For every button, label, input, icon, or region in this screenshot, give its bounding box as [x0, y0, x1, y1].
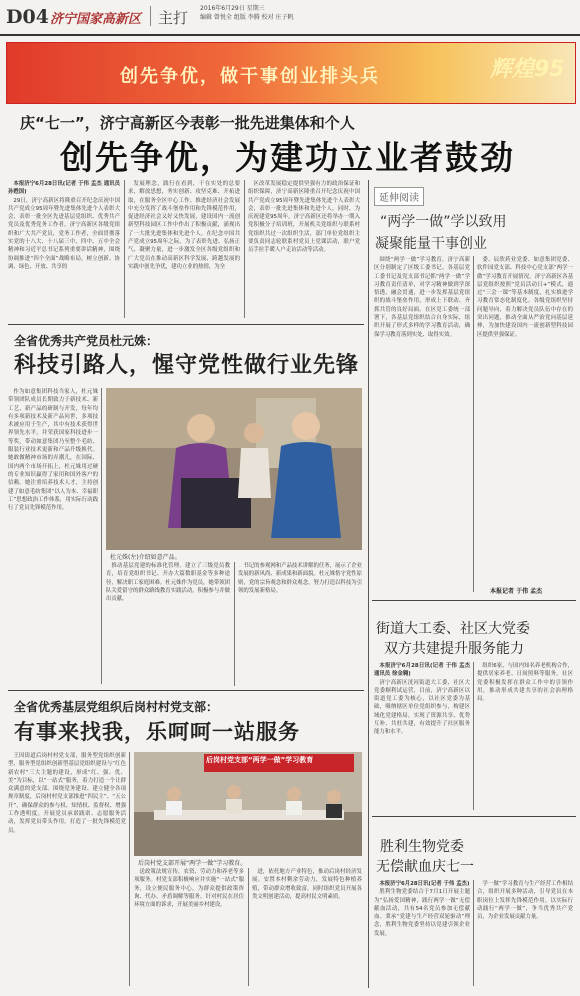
banner-emblem: 辉煌95: [490, 57, 565, 82]
lead-column-3: [248, 180, 360, 320]
story1-photo-illustration: [106, 388, 362, 550]
story2-column-3: [252, 868, 362, 988]
sidebar-title-line2: 凝聚能量干事创业: [375, 236, 487, 252]
story3-body2: 组织6家，与国内知名养老机构合作，提供居家养老、日间照料等服务。社区党委积极发挥在群众工作中的引领作用，推动形成共建共享的社会治理格局。: [477, 663, 573, 703]
story4-byline: 本报济宁6月28日讯(记者 于伟 孟杰): [379, 881, 470, 887]
story1-title: 科技引路人，惺守党性做行业先锋: [14, 353, 360, 378]
lead-col1-text: 29日，济宁高新区将隆重召开纪念庆祝中国共产党成立95周年暨先进集体先进个人表彰大会，表彰一批全区先进基层党组织、优秀共产党员及优秀党务工作者。济宁高新区各级党组织和广大共产党员，党务工作者，全面贯彻落实党的十八大、十八届三中、四中、五中全会精神和习近平总书记系列重要讲话精神，围绕协调推进“四个全面”战略布局，树立创新、协调、绿色、开放、共享的: [8, 197, 120, 270]
story2-col2-text: 送政策法规宣传，农资、劳动力和养老等多项服务。村党支部积极响应并实施“一站式”服务，设立便民服务中心，为群众提供政策咨询、代办、矛盾调解等服务。针对村民在居住环境方面的诉求，开展美丽乡村建设。: [134, 869, 244, 909]
story2-column-2: [134, 868, 244, 988]
story1-photo: [106, 388, 362, 550]
page-number: D04: [6, 6, 49, 28]
lead-col2-text: 发展理念，践行在看到，干在实处的总要求，解放思想，务实创新、攻坚克难、开拓进取，在服务全区中心工作、推进经济社会发展中充分发挥了战斗堡垒作用和先锋模范作用，促进经济社会又好又快发展，建设国内一流创新型科技园区工作中作出了积极贡献，涌现出了一大批先进集体和先进个人。在纪念中国共产党成立95周年之际，为了表彰先进、弘扬正气、凝聚力量，进一步激发全区各级党组织和广大党员在推动高新区科学发展、跨越发展的实践中创先争优，建功立业的热情，为全: [128, 181, 240, 270]
section-rule: [8, 324, 364, 325]
story3-column-2: [477, 662, 573, 812]
lead-col3-text: 区改革发展稳定提供坚强有力的政治保证和组织保障，济宁高新区隆重召开纪念庆祝中国共产党成立95周年暨先进集体先进个人表彰大会，表彰一批先进集体和先进个人。同时，为庆祝建党95周年，济宁高新区还将举办一期入党积极分子培训班，开展机关党组织与联系村党组织共过一次组织生活，部门单位党组织主要负责同志轮联系村党员上党课活动，联户党员手拉手暖人户走访活动等活动。: [248, 181, 360, 254]
story4-title-line2: 无偿献血庆七一: [376, 859, 474, 875]
story2-title: 有事来找我，乐呵呵一站服务: [14, 720, 300, 744]
story1-column-2: [106, 562, 230, 688]
lead-title: 创先争优，为建功立业者鼓劲: [60, 138, 515, 177]
column-divider: [129, 752, 130, 986]
section-name: 济宁国家高新区: [50, 12, 142, 27]
story4-body2: 学一做”学习教育与生产经营工作相结合，组织开展多种活动，引导党员在本职岗位上发挥先锋模范作用，以实际行动践行“两学一做”，争当优秀共产党员，为企业发展贡献力量。: [477, 881, 573, 921]
story1-column-1: [8, 388, 98, 688]
story1-kicker: 全省优秀共产党员杜元姝：: [14, 334, 159, 348]
story1-photo-caption: 杜元姝(左)介绍如意产品。: [110, 554, 181, 561]
column-divider: [244, 180, 245, 318]
story3-column-1: [374, 662, 470, 812]
story2-col1-text: 王因街道后岗村村党支部，服务型党组织创新型、服务型党组织创新型基层党组织建设与“红色新农村”三大主题的建设，形成“红、强、优、美”为目标，以“一站式”服务，着力打造一个让群众满意的党支部。围绕党务建设、建立健全各项规章制度，后岗村村党支部推进“四民主”、“五公开”，确保群众的参与权、知情权、监督权、增强工作透明度。开展党员承诺践诺、志愿服务活动，发挥党员带头作用。打造了一批先锋模范党员。: [8, 753, 126, 834]
section-rule: [8, 690, 364, 691]
sidebar-divider: [368, 180, 369, 988]
story2-col3-text: 进，依托地方产业特色，推动后岗村经济发展。安置本村剩余劳动力，发展特色种植养殖，带动群众增收致富，同时组织党员开展各类文明创建活动，提高村民文明素质。: [252, 869, 362, 900]
sidebar-col2-text: 委、辰欣药业党委、如意集团党委、软件园党支部、科技中心党支部“两学一做”学习教育开展情况。济宁高新区各基层党组织按照“党员活动日+”模式，通过“三会一课”等基本制度，扎实推进学习教育常态化制度化。各级党组织坚持问题导向，着力解决党员队伍中存在的突出问题，推动全面从严治党向基层延伸，为加快建设国内一流创新型科技园区提供坚强保证。: [477, 257, 573, 338]
story2-photo-illustration: [134, 752, 362, 856]
story3-byline: 本报济宁6月28日讯(记者 于伟 孟杰 通讯员 徐金翱): [374, 663, 470, 678]
lead-column-2: [128, 180, 240, 320]
story4-column-1: [374, 880, 470, 988]
story4-title-line1: 胜利生物党委: [380, 839, 464, 855]
sidebar-tab: 延伸阅读: [374, 187, 424, 206]
story2-kicker: 全省优秀基层党组织后岗村村党支部：: [14, 700, 219, 714]
story3-title-line1: 街道大工委、社区大党委: [376, 621, 530, 637]
sidebar-column-1: [374, 256, 470, 596]
sidebar-byline: 本报记者 于伟 孟杰: [490, 588, 543, 595]
lead-pretitle: 庆“七一”，济宁高新区今表彰一批先进集体和个人: [20, 114, 355, 132]
masthead-rule: [0, 34, 580, 36]
story2-column-1: [8, 752, 126, 988]
masthead-editors: 编辑 曾悦全 组版 李腾 校对 庄子帆: [200, 14, 294, 21]
section-main: 主打: [158, 9, 189, 27]
lead-column-1: [8, 180, 120, 320]
column-divider: [248, 868, 249, 986]
lead-byline: 本报济宁6月28日讯(记者 于伟 孟杰 通讯员 孙甦国): [8, 181, 120, 196]
column-divider: [234, 562, 235, 686]
column-divider: [124, 180, 125, 318]
story2-photo-banner: 后岗村党支部“两学一做”学习教育: [206, 756, 314, 764]
section-separator: [150, 6, 151, 26]
story1-column-3: [238, 562, 362, 688]
story1-col2-text: 推动基层党建的标准化管理。建立了三级党员教育，培育党组织书记、开办大篇数职基金等多种途径，解决职工家庭困难。杜元姝作为党员，她带领团队关爱留守的群众路线教育实践活动，积极参与并做出贡献。: [106, 563, 230, 603]
masthead-meta: [200, 4, 294, 22]
column-divider: [473, 880, 474, 986]
section-rule: [372, 816, 576, 817]
story4-column-2: [477, 880, 573, 988]
sidebar-col1-text: 围绕“两学一做”学习教育，济宁高新区分别制定了区级工委书记、各基层党工委书记及党支部书记抓“两学一做”学习教育责任清单，对学习精神做到学深悟透、融会贯通，进一步发挥基层党组织的战斗堡垒作用，形成上下联动、齐抓共管的良好局面。在区党工委统一部署下，各基层党组织结合自身实际，组织开展了形式多样的学习教育活动，确保学习教育落到实处、取得实效。: [374, 257, 470, 338]
sidebar-column-2: [477, 256, 573, 586]
story1-col3-text: 书记的参观网和产品技术讲解的任务，展示了企业发展的新风尚、新成果和新面貌。杜元姝恪守党性原则，党的宗旨观念和群众观念，努力打造以科技为引领的发展新格局。: [238, 563, 362, 594]
story3-body: 济宁高新区洸河街道大工委、社区大党委顺利试运营，目前，济宁高新区以街道党工委为核心，以社区党委为基础，吸纳辖区单位党组织参与，构建区域化党建格局，实现了资源共享、优势互补、共驻共建，有效提升了社区服务能力和水平。: [374, 679, 470, 736]
column-divider: [473, 256, 474, 592]
column-divider: [101, 388, 102, 684]
story2-photo-caption: 后岗村党支部开展“两学一做”学习教育。: [138, 860, 247, 867]
column-divider: [473, 662, 474, 810]
section-rule: [372, 600, 576, 601]
story3-title-line2: 双方共建提升服务能力: [384, 641, 524, 657]
story4-body: 胜利生物党委结合于7月1日开展主题为“弘扬爱国精神，践行两学一做”无偿献血活动，共有54名党员参加无偿献血。秉承“党建与生产经营双轮驱动”理念，胜利生物党委坚持以党建引领企业发展。: [374, 889, 470, 937]
banner-slogan: 创先争优，做干事创业排头兵: [120, 66, 380, 87]
story2-photo: [134, 752, 362, 856]
sidebar-title-line1: “两学一做”学以致用: [380, 214, 507, 230]
masthead-date: 2016年6月29日 星期三: [200, 5, 265, 12]
story1-col1-text: 作为如意集团科技当家人，杜元姝带领团队成员长期致力于新技术、新工艺、新产品的研制与开发，每年均有多项新技术及新产品问世，多项技术被应用于生产，其中有技术获得世界领先水平，并荣获国家科技进步一等奖，带动如意集团乃至整个毛纺、服装行业技术更新和产品升级换代。她敢做精神市场的弄潮儿，在国际、国内两个市场开拓上，杜元姝用过硬的专业知识赢得了家用和国外客户的信赖。她注重培养技术人才，主持创建了如意毛纺集团“以人为本、幸福职工”思想政治工作体系，用实际行动践行了党员先锋模范作用。: [8, 389, 98, 512]
